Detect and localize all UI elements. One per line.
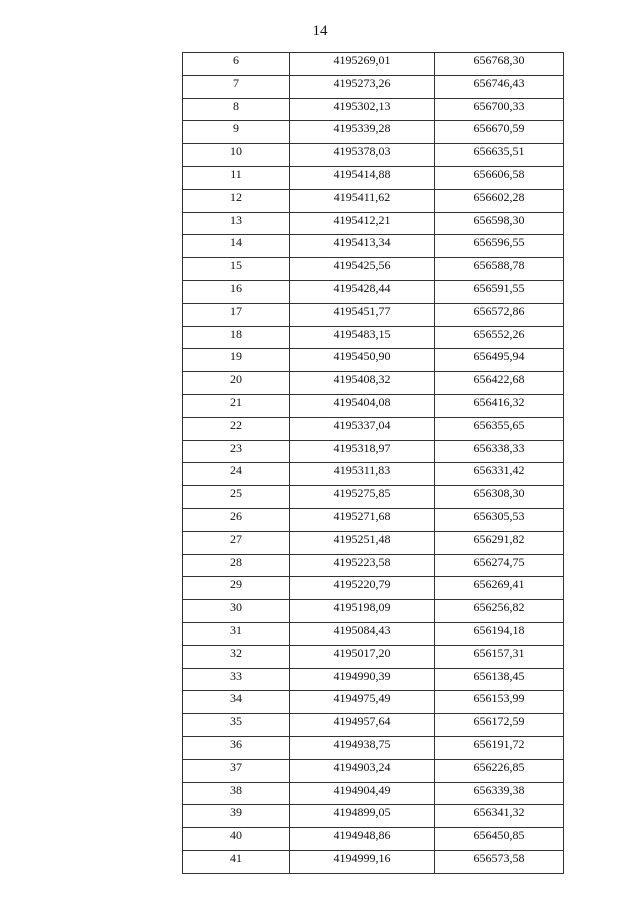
x-coordinate-cell: 4195198,09	[290, 600, 435, 623]
x-coordinate-cell: 4194957,64	[290, 714, 435, 737]
x-coordinate-cell: 4195302,13	[290, 98, 435, 121]
y-coordinate-cell: 656588,78	[435, 258, 564, 281]
point-number-cell: 8	[183, 98, 290, 121]
table-row	[183, 440, 564, 463]
table-row	[183, 212, 564, 235]
table-row	[183, 782, 564, 805]
x-coordinate-cell: 4195311,83	[290, 463, 435, 486]
point-number-cell: 16	[183, 280, 290, 303]
x-coordinate-cell: 4195275,85	[290, 486, 435, 509]
point-number-cell: 27	[183, 531, 290, 554]
table-row	[183, 166, 564, 189]
x-coordinate-cell: 4194903,24	[290, 759, 435, 782]
point-number-cell: 18	[183, 326, 290, 349]
table-row	[183, 258, 564, 281]
point-number-cell: 38	[183, 782, 290, 805]
point-number-cell: 19	[183, 349, 290, 372]
x-coordinate-cell: 4195414,88	[290, 166, 435, 189]
table-row	[183, 577, 564, 600]
table-row	[183, 280, 564, 303]
point-number-cell: 12	[183, 189, 290, 212]
point-number-cell: 21	[183, 394, 290, 417]
point-number-cell: 25	[183, 486, 290, 509]
point-number-cell: 32	[183, 645, 290, 668]
table-row	[183, 486, 564, 509]
point-number-cell: 31	[183, 622, 290, 645]
y-coordinate-cell: 656573,58	[435, 850, 564, 873]
table-row	[183, 668, 564, 691]
x-coordinate-cell: 4195017,20	[290, 645, 435, 668]
y-coordinate-cell: 656256,82	[435, 600, 564, 623]
x-coordinate-cell: 4195412,21	[290, 212, 435, 235]
x-coordinate-cell: 4195337,04	[290, 417, 435, 440]
table-row	[183, 622, 564, 645]
point-number-cell: 33	[183, 668, 290, 691]
x-coordinate-cell: 4195483,15	[290, 326, 435, 349]
point-number-cell: 35	[183, 714, 290, 737]
point-number-cell: 10	[183, 144, 290, 167]
point-number-cell: 17	[183, 303, 290, 326]
x-coordinate-cell: 4195269,01	[290, 53, 435, 76]
table-row	[183, 121, 564, 144]
y-coordinate-cell: 656194,18	[435, 622, 564, 645]
y-coordinate-cell: 656269,41	[435, 577, 564, 600]
x-coordinate-cell: 4194938,75	[290, 736, 435, 759]
x-coordinate-cell: 4194999,16	[290, 850, 435, 873]
y-coordinate-cell: 656138,45	[435, 668, 564, 691]
coordinates-table-body	[183, 53, 564, 874]
table-row	[183, 463, 564, 486]
point-number-cell: 28	[183, 554, 290, 577]
y-coordinate-cell: 656670,59	[435, 121, 564, 144]
point-number-cell: 13	[183, 212, 290, 235]
y-coordinate-cell: 656602,28	[435, 189, 564, 212]
table-row	[183, 53, 564, 76]
table-row	[183, 805, 564, 828]
x-coordinate-cell: 4195451,77	[290, 303, 435, 326]
table-row	[183, 394, 564, 417]
y-coordinate-cell: 656635,51	[435, 144, 564, 167]
table-row	[183, 75, 564, 98]
y-coordinate-cell: 656552,26	[435, 326, 564, 349]
table-row	[183, 189, 564, 212]
table-row	[183, 736, 564, 759]
y-coordinate-cell: 656495,94	[435, 349, 564, 372]
y-coordinate-cell: 656591,55	[435, 280, 564, 303]
x-coordinate-cell: 4195251,48	[290, 531, 435, 554]
y-coordinate-cell: 656596,55	[435, 235, 564, 258]
y-coordinate-cell: 656700,33	[435, 98, 564, 121]
point-number-cell: 23	[183, 440, 290, 463]
x-coordinate-cell: 4194899,05	[290, 805, 435, 828]
point-number-cell: 20	[183, 372, 290, 395]
x-coordinate-cell: 4195318,97	[290, 440, 435, 463]
x-coordinate-cell: 4195450,90	[290, 349, 435, 372]
y-coordinate-cell: 656308,30	[435, 486, 564, 509]
y-coordinate-cell: 656172,59	[435, 714, 564, 737]
x-coordinate-cell: 4194990,39	[290, 668, 435, 691]
y-coordinate-cell: 656450,85	[435, 828, 564, 851]
point-number-cell: 9	[183, 121, 290, 144]
table-row	[183, 349, 564, 372]
y-coordinate-cell: 656153,99	[435, 691, 564, 714]
y-coordinate-cell: 656606,58	[435, 166, 564, 189]
table-row	[183, 303, 564, 326]
y-coordinate-cell: 656416,32	[435, 394, 564, 417]
point-number-cell: 37	[183, 759, 290, 782]
y-coordinate-cell: 656291,82	[435, 531, 564, 554]
x-coordinate-cell: 4194948,86	[290, 828, 435, 851]
point-number-cell: 11	[183, 166, 290, 189]
point-number-cell: 24	[183, 463, 290, 486]
table-row	[183, 714, 564, 737]
x-coordinate-cell: 4195339,28	[290, 121, 435, 144]
point-number-cell: 40	[183, 828, 290, 851]
table-row	[183, 98, 564, 121]
y-coordinate-cell: 656157,31	[435, 645, 564, 668]
y-coordinate-cell: 656746,43	[435, 75, 564, 98]
point-number-cell: 6	[183, 53, 290, 76]
y-coordinate-cell: 656422,68	[435, 372, 564, 395]
x-coordinate-cell: 4195404,08	[290, 394, 435, 417]
table-row	[183, 235, 564, 258]
y-coordinate-cell: 656341,32	[435, 805, 564, 828]
point-number-cell: 26	[183, 508, 290, 531]
table-row	[183, 600, 564, 623]
table-row	[183, 554, 564, 577]
x-coordinate-cell: 4195411,62	[290, 189, 435, 212]
table-row	[183, 326, 564, 349]
point-number-cell: 29	[183, 577, 290, 600]
table-row	[183, 372, 564, 395]
table-row	[183, 759, 564, 782]
page-number: 14	[312, 23, 328, 39]
x-coordinate-cell: 4195220,79	[290, 577, 435, 600]
y-coordinate-cell: 656339,38	[435, 782, 564, 805]
x-coordinate-cell: 4195223,58	[290, 554, 435, 577]
y-coordinate-cell: 656768,30	[435, 53, 564, 76]
table-row	[183, 531, 564, 554]
y-coordinate-cell: 656572,86	[435, 303, 564, 326]
table-row	[183, 417, 564, 440]
x-coordinate-cell: 4195413,34	[290, 235, 435, 258]
y-coordinate-cell: 656331,42	[435, 463, 564, 486]
y-coordinate-cell: 656191,72	[435, 736, 564, 759]
point-number-cell: 34	[183, 691, 290, 714]
point-number-cell: 39	[183, 805, 290, 828]
x-coordinate-cell: 4194904,49	[290, 782, 435, 805]
point-number-cell: 14	[183, 235, 290, 258]
point-number-cell: 30	[183, 600, 290, 623]
y-coordinate-cell: 656338,33	[435, 440, 564, 463]
x-coordinate-cell: 4195408,32	[290, 372, 435, 395]
y-coordinate-cell: 656274,75	[435, 554, 564, 577]
y-coordinate-cell: 656355,65	[435, 417, 564, 440]
point-number-cell: 22	[183, 417, 290, 440]
table-row	[183, 508, 564, 531]
point-number-cell: 7	[183, 75, 290, 98]
table-row	[183, 691, 564, 714]
table-row	[183, 645, 564, 668]
y-coordinate-cell: 656305,53	[435, 508, 564, 531]
y-coordinate-cell: 656226,85	[435, 759, 564, 782]
table-row	[183, 850, 564, 873]
x-coordinate-cell: 4195428,44	[290, 280, 435, 303]
point-number-cell: 36	[183, 736, 290, 759]
x-coordinate-cell: 4195271,68	[290, 508, 435, 531]
coordinates-table	[182, 52, 564, 874]
table-row	[183, 144, 564, 167]
x-coordinate-cell: 4195378,03	[290, 144, 435, 167]
y-coordinate-cell: 656598,30	[435, 212, 564, 235]
x-coordinate-cell: 4195084,43	[290, 622, 435, 645]
point-number-cell: 15	[183, 258, 290, 281]
x-coordinate-cell: 4195273,26	[290, 75, 435, 98]
x-coordinate-cell: 4195425,56	[290, 258, 435, 281]
point-number-cell: 41	[183, 850, 290, 873]
x-coordinate-cell: 4194975,49	[290, 691, 435, 714]
table-row	[183, 828, 564, 851]
